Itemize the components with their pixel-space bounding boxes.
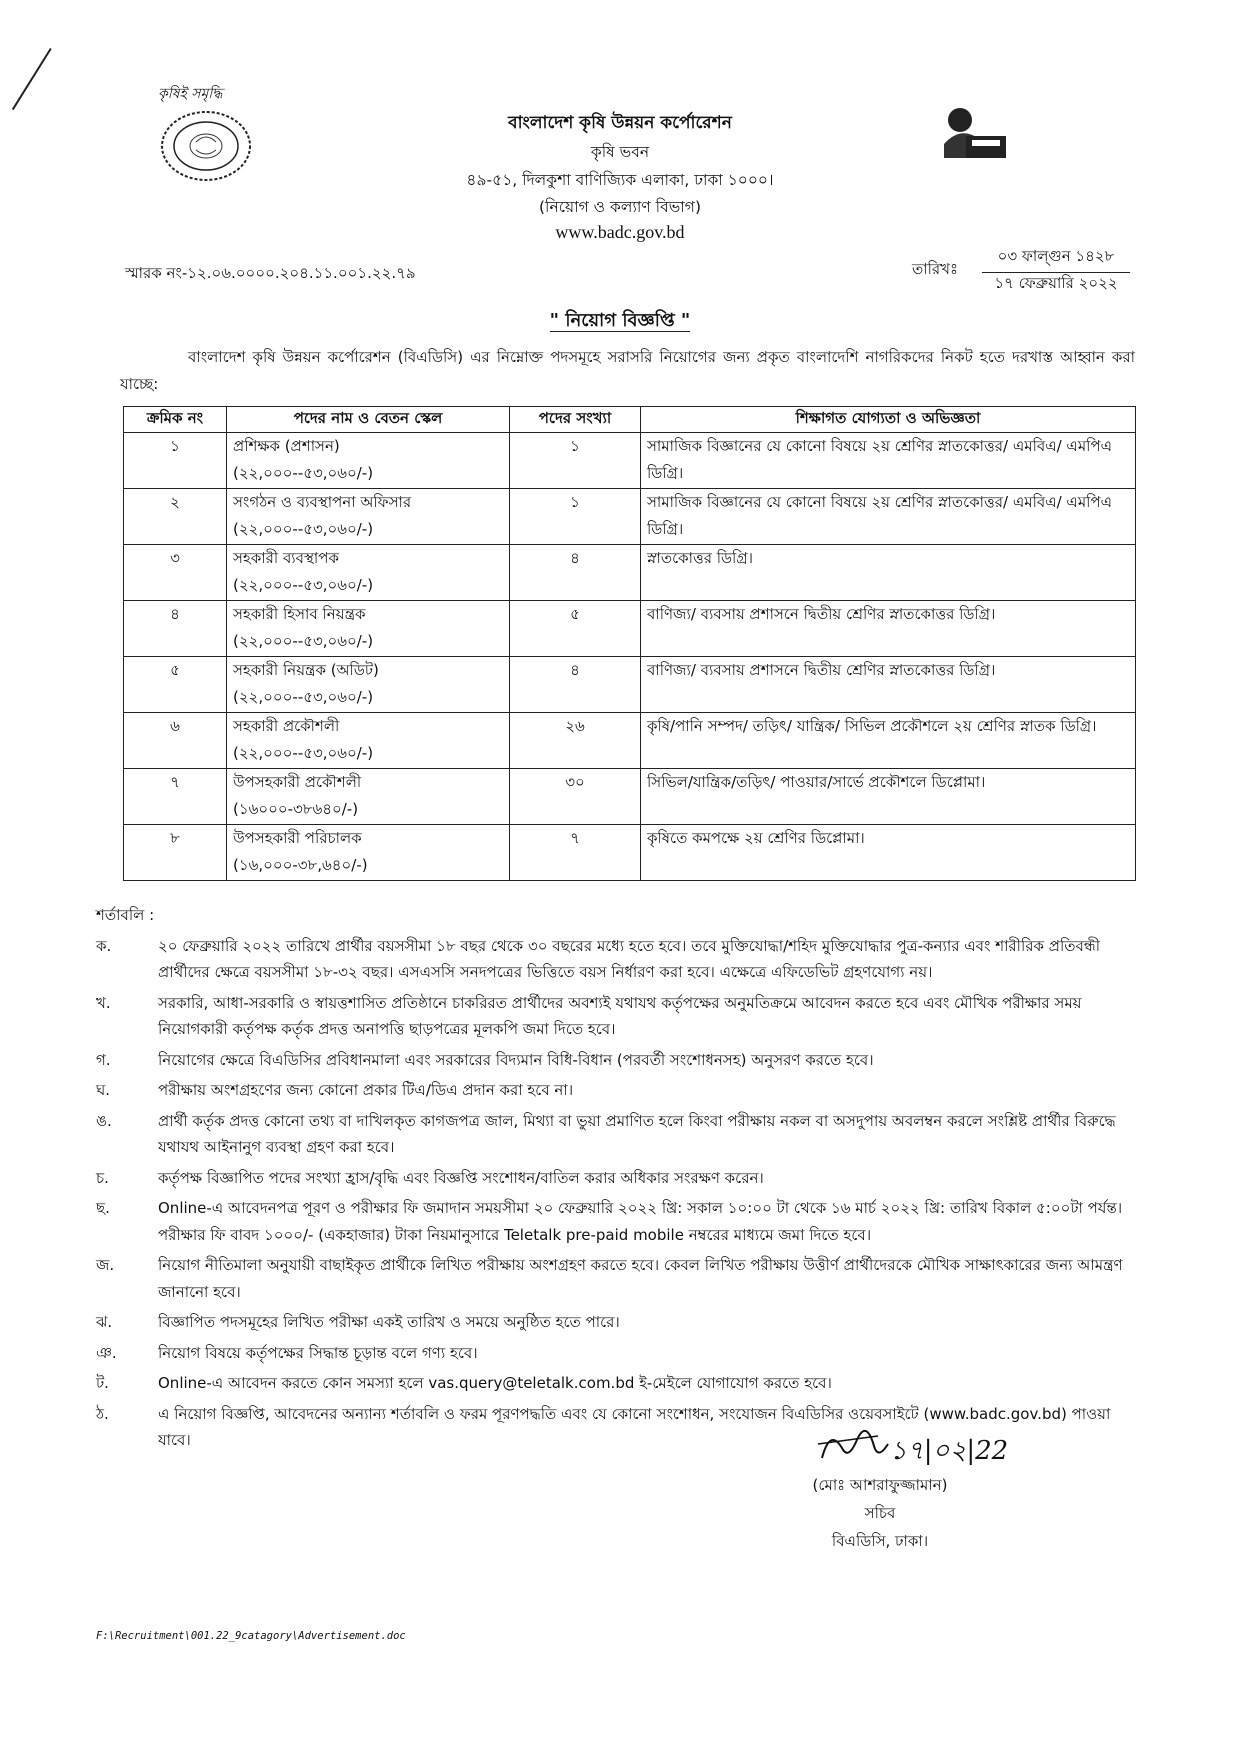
conditions-heading: শর্তাবলি : [96, 906, 155, 924]
condition-item [96, 1340, 1140, 1367]
condition-text: Online-এ আবেদনপত্র পূরণ ও পরীক্ষার ফি জমাদান সময়সীমা ২০ ফেব্রুয়ারি ২০২২ খ্রি: সকাল ১০:০০ টা থেকে ১৬ মার্চ ২০২২ খ্রি: তারিখ বিকাল ৫:০০টা পর্যন্ত। পরীক্ষার ফি বাবদ ১০০০/- (একহাজার) টাকা নিয়মানুসারে Teletalk pre-paid mobile নম্বরের মাধ্যমে জমা দিতে হবে। [158, 1199, 1123, 1244]
pay-scale: (২২,০০০--৫৩,০৬০/-) [233, 632, 374, 650]
condition-text: নিয়োগের ক্ষেত্রে বিএডিসির প্রবিধানমালা এবং সরকারের বিদ্যমান বিধি-বিধান (পরবর্তী সংশোধনসহ) অনুসরণ করতে হবে। [158, 1050, 874, 1069]
pay-scale: (২২,০০০--৫৩,০৬০/-) [233, 688, 374, 706]
row-qualification: সিভিল/যান্ত্রিক/তড়িৎ/ পাওয়ার/সার্ভে প্রকৌশলে ডিপ্লোমা। [641, 769, 1136, 825]
condition-text: এ নিয়োগ বিজ্ঞপ্তি, আবেদনের অন্যান্য শর্তাবলি ও ফরম পূরণপদ্ধতি এবং যে কোনো সংশোধন, সংযোজন বিএডিসির ওয়েবসাইটে (www.badc.gov.bd) পাওয়া যাবে। [158, 1404, 1111, 1449]
condition-label: খ. [96, 993, 111, 1012]
col-header-post: পদের নাম ও বেতন স্কেল [227, 407, 510, 433]
condition-label: ঠ. [96, 1404, 109, 1423]
condition-label: ট. [96, 1374, 109, 1392]
condition-item [96, 1252, 1140, 1305]
table-row [124, 433, 1136, 489]
table-row [124, 601, 1136, 657]
row-count: ১ [510, 433, 641, 489]
col-header-serial: ক্রমিক নং [124, 407, 227, 433]
condition-item [96, 1309, 1140, 1336]
file-path: F:\Recruitment\001.22_9catagory\Advertisement.doc [96, 1630, 406, 1642]
row-serial: ২ [124, 489, 227, 545]
website: www.badc.gov.bd [555, 222, 685, 242]
row-count: ৩০ [510, 769, 641, 825]
row-qualification: স্নাতকোত্তর ডিগ্রি। [641, 545, 1136, 601]
date-label: তারিখঃ [912, 260, 958, 278]
building-name: কৃষি ভবন [590, 143, 650, 161]
pen-mark [12, 48, 52, 110]
row-post [227, 713, 510, 769]
condition-item [96, 1047, 1140, 1074]
condition-label: গ. [96, 1050, 111, 1069]
notice-title-text: " নিয়োগ বিজ্ঞপ্তি " [549, 310, 691, 331]
condition-item [96, 1165, 1140, 1192]
table-row [124, 713, 1136, 769]
pay-scale: (১৬,০০০-৩৮,৬৪০/-) [233, 856, 368, 874]
condition-text: নিয়োগ বিষয়ে কর্তৃপক্ষের সিদ্ধান্ত চূড়ান্ত বলে গণ্য হবে। [158, 1343, 478, 1362]
condition-label: জ. [96, 1256, 115, 1274]
condition-text: বিজ্ঞাপিত পদসমূহের লিখিত পরীক্ষা একই তারিখ ও সময়ে অনুষ্ঠিত হতে পারে। [158, 1313, 620, 1331]
posts-table [123, 406, 1136, 881]
post-name: সহকারী প্রকৌশলী [233, 717, 340, 735]
post-name: সহকারী নিয়ন্ত্রক (অডিট) [233, 661, 379, 679]
condition-text: কর্তৃপক্ষ বিজ্ঞাপিত পদের সংখ্যা হ্রাস/বৃদ্ধি এবং বিজ্ঞপ্তি সংশোধন/বাতিল করার অধিকার সংরক্ষণ করেন। [158, 1168, 764, 1187]
row-qualification: কৃষি/পানি সম্পদ/ তড়িৎ/ যান্ত্রিক/ সিভিল প্রকৌশলে ২য় শ্রেণির স্নাতক ডিগ্রি। [641, 713, 1136, 769]
row-count: ৫ [510, 601, 641, 657]
org-name: বাংলাদেশ কৃষি উন্নয়ন কর্পোরেশন [508, 113, 732, 133]
condition-label: ক. [96, 936, 112, 955]
post-name: উপসহকারী পরিচালক [233, 829, 362, 847]
condition-label: ঝ. [96, 1313, 113, 1331]
signatory-office: বিএডিসি, ঢাকা। [831, 1532, 929, 1550]
row-post [227, 489, 510, 545]
col-header-count: পদের সংখ্যা [510, 407, 641, 433]
condition-text: নিয়োগ নীতিমালা অনুযায়ী বাছাইকৃত প্রার্থীকে লিখিত পরীক্ষায় অংশগ্রহণ করতে হবে। কেবল লিখিত পরীক্ষায় উত্তীর্ণ প্রার্থীদেরকে মৌখিক সাক্ষাৎকারের জন্য আমন্ত্রণ জানানো হবে। [158, 1256, 1123, 1301]
post-name: প্রশিক্ষক (প্রশাসন) [233, 437, 340, 455]
table-row [124, 657, 1136, 713]
badc-logo-seal [156, 106, 256, 190]
row-post [227, 601, 510, 657]
row-serial: ৬ [124, 713, 227, 769]
row-count: ৪ [510, 657, 641, 713]
row-post [227, 825, 510, 881]
signature-date: ১৭|০২|22 [890, 1436, 1009, 1466]
post-name: সংগঠন ও ব্যবস্থাপনা অফিসার [233, 493, 412, 511]
condition-label: চ. [96, 1168, 109, 1187]
condition-text: সরকারি, আধা-সরকারি ও স্বায়ত্তশাসিত প্রতিষ্ঠানে চাকরিরত প্রার্থীদের অবশ্যই যথাযথ কর্তৃপক্ষের অনুমতিক্রমে আবেদন করতে হবে এবং মৌখিক পরীক্ষার সময় নিয়োগকারী কর্তৃপক্ষ কর্তৃক প্রদত্ত অনাপত্তি ছাড়পত্রের মূলকপি জমা দিতে হবে। [158, 993, 1082, 1038]
condition-text: পরীক্ষায় অংশগ্রহণের জন্য কোনো প্রকার টিএ/ডিএ প্রদান করা হবে না। [158, 1081, 574, 1099]
table-header-row [124, 407, 1136, 433]
signatory-name: (মোঃ আশরাফুজ্জামান) [812, 1476, 948, 1494]
pay-scale: (২২,০০০--৫৩,০৬০/-) [233, 464, 374, 482]
condition-label: ঞ. [96, 1343, 117, 1362]
condition-label: ঙ. [96, 1111, 112, 1130]
col-header-qualification: শিক্ষাগত যোগ্যতা ও অভিজ্ঞতা [641, 407, 1136, 433]
post-name: সহকারী ব্যবস্থাপক [233, 549, 339, 567]
pay-scale: (২২,০০০--৫৩,০৬০/-) [233, 744, 374, 762]
row-qualification: বাণিজ্য/ ব্যবসায় প্রশাসনে দ্বিতীয় শ্রেণির স্নাতকোত্তর ডিগ্রি। [641, 601, 1136, 657]
condition-label: ঘ. [96, 1081, 111, 1099]
row-qualification: বাণিজ্য/ ব্যবসায় প্রশাসনে দ্বিতীয় শ্রেণির স্নাতকোত্তর ডিগ্রি। [641, 657, 1136, 713]
condition-text: প্রার্থী কর্তৃক প্রদত্ত কোনো তথ্য বা দাখিলকৃত কাগজপত্র জাল, মিথ্যা বা ভুয়া প্রমাণিত হলে কিংবা পরীক্ষায় নকল বা অসদুপায় অবলম্বন করলে সংশ্লিষ্ট প্রার্থীর বিরুদ্ধে যথাযথ আইনানুগ ব্যবস্থা গ্রহণ করা হবে। [158, 1111, 1116, 1156]
row-qualification: কৃষিতে কমপক্ষে ২য় শ্রেণির ডিপ্লোমা। [641, 825, 1136, 881]
row-qualification: সামাজিক বিজ্ঞানের যে কোনো বিষয়ে ২য় শ্রেণির স্নাতকোত্তর/ এমবিএ/ এমপিএ ডিগ্রি। [641, 489, 1136, 545]
table-row [124, 825, 1136, 881]
row-qualification: সামাজিক বিজ্ঞানের যে কোনো বিষয়ে ২য় শ্রেণির স্নাতকোত্তর/ এমবিএ/ এমপিএ ডিগ্রি। [641, 433, 1136, 489]
department: (নিয়োগ ও কল্যাণ বিভাগ) [538, 198, 701, 216]
row-serial: ৩ [124, 545, 227, 601]
row-post [227, 657, 510, 713]
pay-scale: (২২,০০০--৫৩,০৬০/-) [233, 576, 374, 594]
pay-scale: (১৬০০০-৩৮৬৪০/-) [233, 800, 359, 818]
condition-item [96, 933, 1140, 986]
row-serial: ৮ [124, 825, 227, 881]
date-bangla: ০৩ ফাল্গুন ১৪২৮ [982, 245, 1130, 273]
row-count: ২৬ [510, 713, 641, 769]
row-count: ১ [510, 489, 641, 545]
condition-item [96, 990, 1140, 1043]
portrait-emblem [936, 104, 1026, 168]
address: ৪৯-৫১, দিলকুশা বাণিজ্যিক এলাকা, ঢাকা ১০০০। [466, 171, 774, 189]
date-gregorian: ১৭ ফেব্রুয়ারি ২০২২ [994, 274, 1118, 292]
row-post [227, 433, 510, 489]
row-count: ৪ [510, 545, 641, 601]
notice-intro: বাংলাদেশ কৃষি উন্নয়ন কর্পোরেশন (বিএডিসি) এর নিম্নোক্ত পদসমূহে সরাসরি নিয়োগের জন্য প্রকৃত বাংলাদেশি নাগরিকদের নিকট হতে দরখাস্ত আহ্বান করা যাচ্ছে: [120, 348, 1135, 393]
condition-text: Online-এ আবেদন করতে কোন সমস্যা হলে vas.query@teletalk.com.bd ই-মেইলে যোগাযোগ করতে হবে। [158, 1374, 832, 1392]
notice-title [500, 306, 740, 337]
row-post [227, 769, 510, 825]
row-serial: ৪ [124, 601, 227, 657]
post-name: উপসহকারী প্রকৌশলী [233, 773, 362, 791]
motto-text: কৃষিই সমৃদ্ধি [158, 86, 223, 102]
condition-item [96, 1195, 1140, 1248]
row-count: ৭ [510, 825, 641, 881]
signatory-designation: সচিব [864, 1504, 896, 1522]
condition-item [96, 1108, 1140, 1161]
condition-item [96, 1077, 1140, 1104]
row-serial: ৭ [124, 769, 227, 825]
row-post [227, 545, 510, 601]
table-row [124, 545, 1136, 601]
pay-scale: (২২,০০০--৫৩,০৬০/-) [233, 520, 374, 538]
table-row [124, 769, 1136, 825]
row-serial: ১ [124, 433, 227, 489]
memo-reference: স্মারক নং-১২.০৬.০০০০.২০৪.১১.০০১.২২.৭৯ [125, 264, 416, 282]
condition-label: ছ. [96, 1199, 110, 1217]
condition-text: ২০ ফেব্রুয়ারি ২০২২ তারিখে প্রার্থীর বয়সসীমা ১৮ বছর থেকে ৩০ বছরের মধ্যে হতে হবে। তবে মুক্তিযোদ্ধা/শহিদ মুক্তিযোদ্ধার পুত্র-কন্যার এবং শারীরিক প্রতিবন্ধী প্রার্থীদের ক্ষেত্রে বয়সসীমা ১৮-৩২ বছর। এসএসসি সনদপত্রের ভিত্তিতে বয়স নির্ধারণ করা হবে। এক্ষেত্রে এফিডেভিট গ্রহণযোগ্য নয়। [158, 936, 1101, 981]
post-name: সহকারী হিসাব নিয়ন্ত্রক [233, 605, 366, 623]
condition-item [96, 1370, 1140, 1397]
table-row [124, 489, 1136, 545]
row-serial: ৫ [124, 657, 227, 713]
conditions-section [96, 902, 1140, 1458]
